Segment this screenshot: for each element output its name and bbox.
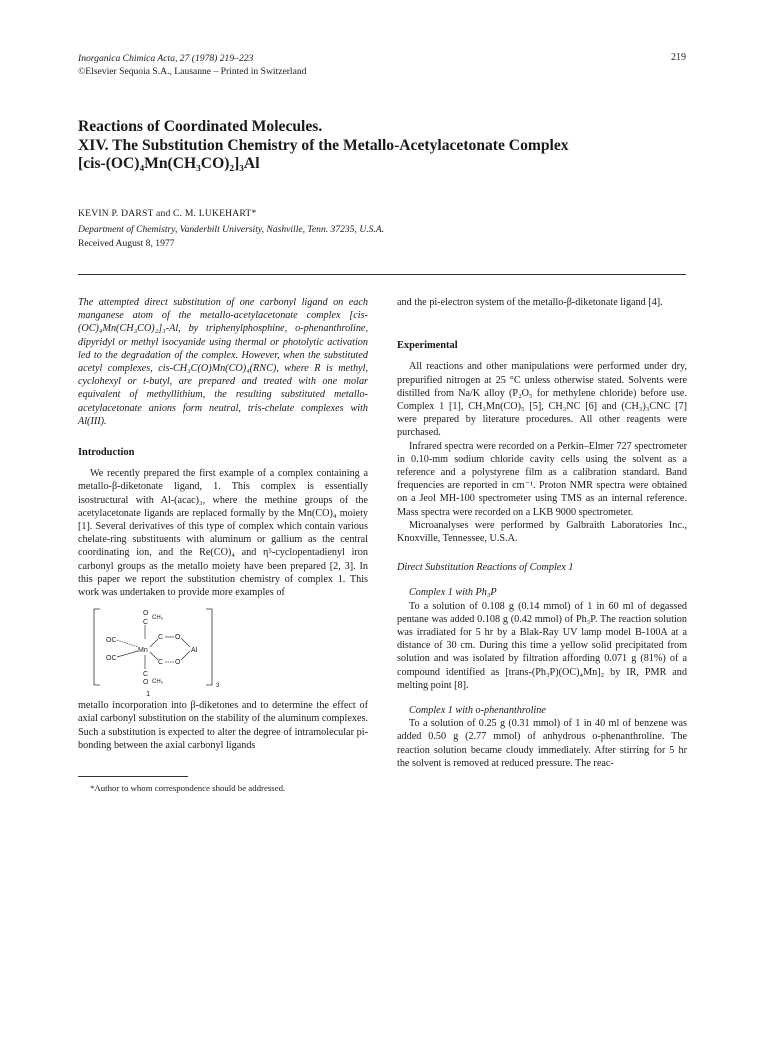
struct-ch3-top: CH₃: [152, 615, 164, 622]
introduction-paragraph-1: We recently prepared the first example of a complex containing a metallo-β-diketonate ligand, 1. This complex is essentially isostructural with Al-(acac)₃, where the methine groups of the acetylacetonate ligands are replaced formally by the Mn(CO)₄ moiety [1]. Several derivatives of this type of complex which contain various chelate-ring substituents with aluminum or gallium as the central coordinating ion, and the Re(CO)₄ and η⁵-cyclopentadienyl iron carbonyl groups as the metallo moiety have been prepared [2, 3]. In this paper we report the substitution chemistry of complex 1. This work was undertaken to provide more examples of: [78, 468, 368, 599]
structure-diagram: [88, 605, 258, 697]
introduction-heading: Introduction: [78, 447, 135, 459]
abstract-text: The attempted direct substitution of one carbonyl ligand on each manganese atom of the metallo-acetylacetonate complex [cis-(OC)₄Mn(CH₃CO)₂]₃-Al, by triphenylphosphine, o-phenanthroline, dipyridyl or methyl isocyanide using thermal or photolytic activation led to the degradation of the complex. However, when the substituted acetyl complexes, cis-CH₃C(O)Mn(CO)₄(RNC), where R is methyl, cyclohexyl or t-butyl, are prepared and treated with one molar equivalent of methyllithium, the resulting substituted metallo-acetylacetonate anions form neutral, tris-chelate complexes with Al(III).: [78, 297, 368, 427]
publisher-line: ©Elsevier Sequoia S.A., Lausanne – Printed in Switzerland: [78, 66, 307, 77]
footnote: *Author to whom correspondence should be addressed.: [90, 783, 286, 794]
title-line-1: Reactions of Coordinated Molecules.: [78, 118, 323, 135]
struct-o-mid-2: O: [175, 659, 181, 667]
title-line-2: XIV. The Substitution Chemistry of the Metallo-Acetylacetonate Complex: [78, 136, 569, 154]
received-date: Received August 8, 1977: [78, 238, 175, 249]
struct-o-mid-1: O: [175, 634, 181, 642]
struct-c-mid-2: C: [158, 659, 164, 667]
left-column: [78, 296, 368, 795]
structure-1-figure: [78, 605, 368, 697]
right-column: [397, 296, 687, 770]
authors: KEVIN P. DARST and C. M. LUKEHART*: [78, 208, 257, 219]
struct-mn: Mn: [138, 647, 148, 655]
journal-citation: Inorganica Chimica Acta, 27 (1978) 219–223: [78, 53, 254, 64]
struct-oc-2: OC: [106, 655, 117, 663]
direct-substitution-heading: Direct Substitution Reactions of Complex 1: [397, 562, 574, 574]
struct-c-bot: C: [143, 671, 149, 679]
running-header: [78, 52, 306, 78]
struct-number: 1: [146, 689, 151, 698]
experimental-paragraph-1: All reactions and other manipulations were performed under dry, prepurified nitrogen at 25 °C unless otherwise stated. Solvents were distilled from Na/K alloy (P₂O₅ for methylene chloride) before use. Complex 1 [1], CH₃Mn(CO)₅ [5], CH₃NC [6] and (CH₃)₃CNC [7] were prepared by literature procedures. All other reagents were purchased.: [397, 361, 687, 439]
header-rule: [78, 274, 686, 275]
continued-paragraph: and the pi-electron system of the metallo-β-diketonate ligand [4].: [397, 297, 663, 308]
phenanthroline-subheading: Complex 1 with o-phenanthroline: [409, 705, 546, 717]
experimental-heading: Experimental: [397, 340, 458, 352]
experimental-paragraph-2: Infrared spectra were recorded on a Perkin–Elmer 727 spectrometer in 0.10-mm sodium chloride cavity cells using the solvent as a reference and a polystyrene film as a calibration standard. Band frequencies are reported in cm⁻¹. Proton NMR spectra were obtained on a Jeol MH-100 spectrometer using TMS as an internal reference. Mass spectra were recorded on a LKB 9000 spectrometer.: [397, 440, 687, 518]
footnote-rule: [78, 776, 188, 777]
phenanthroline-paragraph: To a solution of 0.25 g (0.31 mmol) of 1 in 40 ml of benzene was added 0.50 g (2.77 mmol) of anhydrous o-phenanthroline. The reaction solution became cloudy immediately. After stirring for 5 hr the solvent is removed at reduced pressure. The reac-: [397, 718, 687, 769]
struct-c-mid-1: C: [158, 634, 164, 642]
struct-ch3-bot: CH₃: [152, 679, 164, 686]
struct-subscript: 3: [216, 683, 220, 690]
struct-oc-1: OC: [106, 637, 117, 645]
page-number: 219: [671, 52, 686, 63]
article-title: [78, 118, 698, 174]
affiliation: Department of Chemistry, Vanderbilt University, Nashville, Tenn. 37235, U.S.A.: [78, 224, 385, 235]
experimental-paragraph-3: Microanalyses were performed by Galbraith Laboratories Inc., Knoxville, Tennessee, U.S.A.: [397, 519, 687, 545]
struct-c-top: C: [143, 619, 149, 627]
struct-o-bot: O: [143, 679, 149, 687]
abstract: [78, 296, 368, 428]
ph3p-paragraph: To a solution of 0.108 g (0.14 mmol) of 1 in 60 ml of degassed pentane was added 0.108 g (0.42 mmol) of Ph₃P. The reaction solution was irradiated for 5 hr by a Blak-Ray UV lamp model B-100A at a distance of 30 cm. During this time a yellow solid precipitated from solution and was isolated by filtration affording 0.071 g (81%) of a compound identified as [trans-(Ph₃P)(OC)₄Mn]₂ by IR, PMR and melting point [8].: [397, 600, 687, 691]
struct-o-top: O: [143, 610, 149, 618]
ph3p-subheading: Complex 1 with Ph₃P: [409, 587, 497, 599]
struct-al: Al: [191, 647, 198, 655]
introduction-paragraph-2: metallo incorporation into β-diketones and to determine the effect of axial carbonyl substitution on the stability of the aluminum complexes. Such a substitution is expected to alter the degree of intramolecular pi-bonding between the axial carbonyl ligands: [78, 700, 368, 751]
title-line-3: [cis-(OC)₄Mn(CH₃CO)₂]₃Al: [78, 155, 260, 172]
